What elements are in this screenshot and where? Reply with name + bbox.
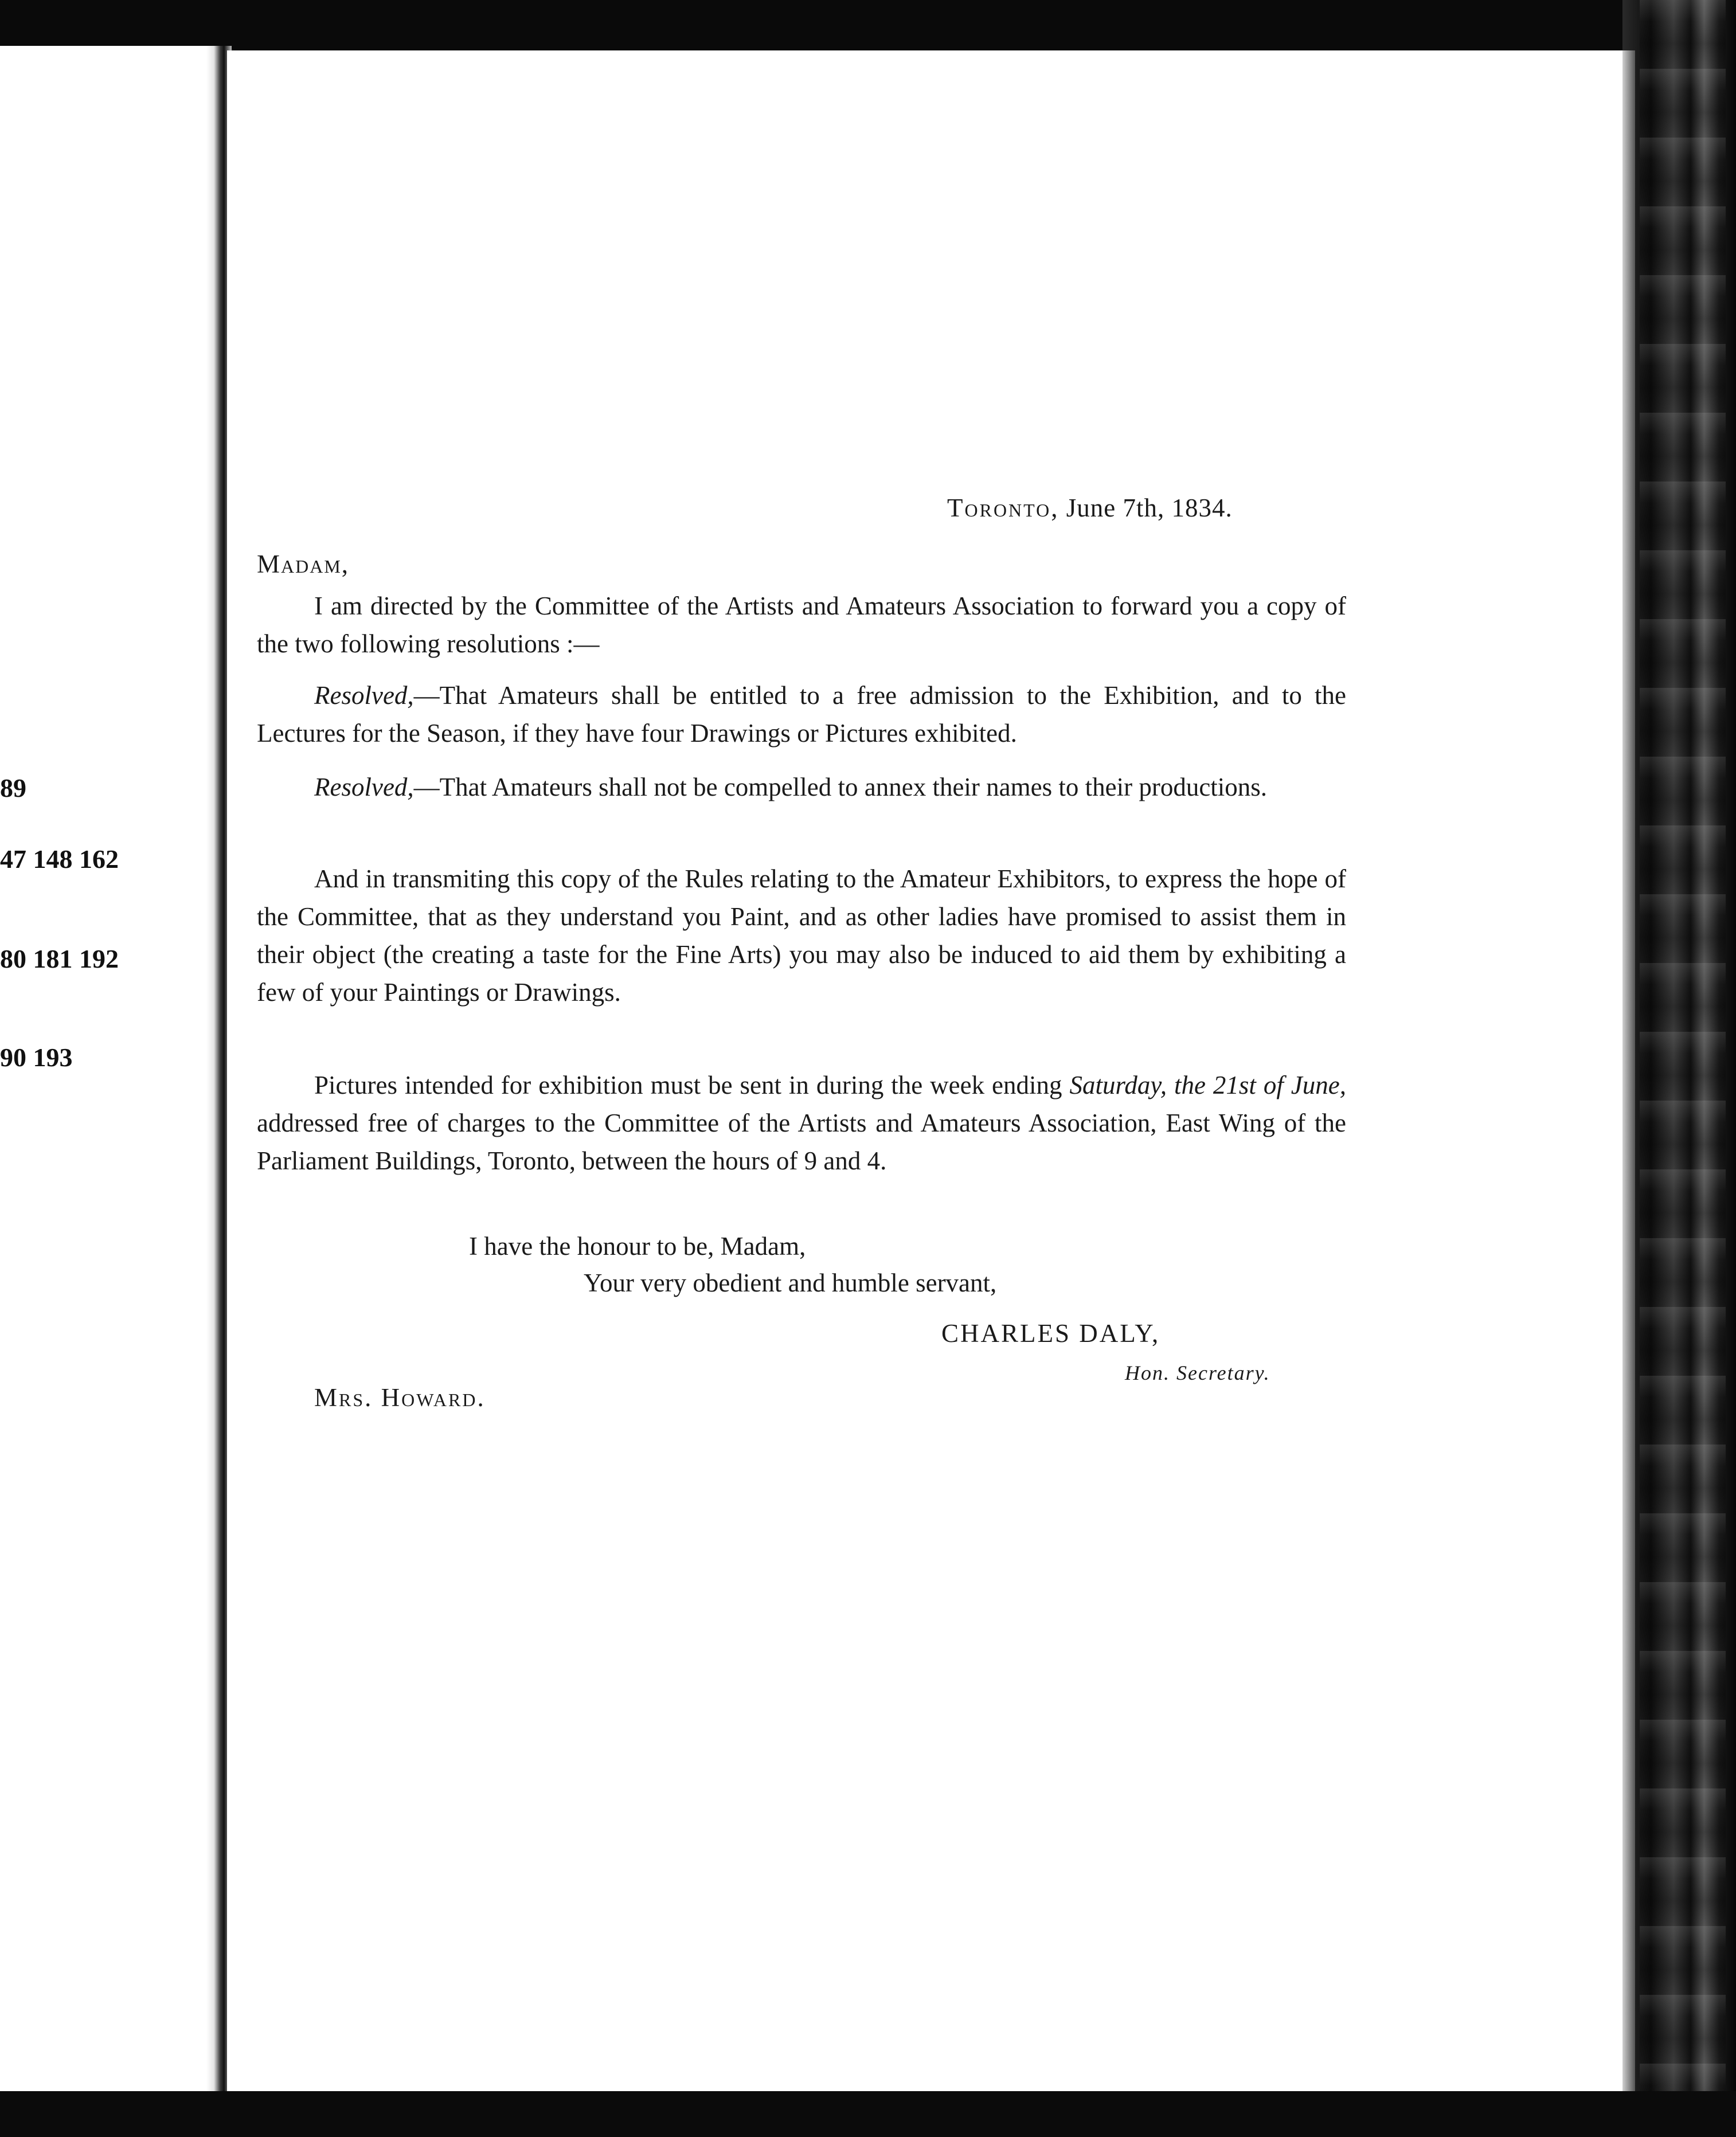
pictures-deadline: Saturday, the 21st of June, [1069, 1071, 1347, 1099]
intro-paragraph: I am directed by the Committee of the Artists and Amateurs Association to forward you a copy of the two following resolutions :— [257, 592, 1346, 658]
pictures-text-start: Pictures intended for exhibition must be sent in during the week ending [314, 1071, 1070, 1099]
scan-top-edge [0, 0, 1736, 53]
pictures-paragraph [257, 1066, 1346, 1180]
left-page-number-line: 89 [0, 773, 26, 803]
signature-title: Hon. Secretary. [1125, 1361, 1270, 1384]
left-page-number-line: 47 148 162 [0, 844, 119, 874]
dateline-place: Toronto, [947, 494, 1059, 522]
resolution-2 [257, 768, 1346, 806]
scan-bottom-edge [0, 2091, 1736, 2137]
resolution-2-text: —That Amateurs shall not be compelled to annex their names to their productions. [413, 773, 1268, 801]
pictures-text-end: addressed free of charges to the Committee of the Artists and Amateurs Association, East Wing of the Parliament Buildings, Toronto, between the hours of 9 and 4. [257, 1109, 1346, 1175]
marbled-edge [1640, 0, 1726, 2137]
recipient: Mrs. Howard. [314, 1383, 486, 1412]
transmittal-paragraph: And in transmiting this copy of the Rules relating to the Amateur Exhibitors, to express the hope of the Committee, that as they understand you Paint, and as other ladies have promised to assist them in their object (the creating a taste for the Fine Arts) you may also be induced to aid them by exhibiting a few of your Paintings or Drawings. [257, 864, 1346, 1007]
closing-line-2: Your very obedient and humble servant, [584, 1269, 997, 1297]
book-edge-right [1622, 0, 1736, 2137]
signature: CHARLES DALY, [941, 1319, 1160, 1348]
left-page-number-line: 80 181 192 [0, 944, 119, 973]
left-page-numbers [0, 46, 206, 2091]
page-edge [1622, 50, 1635, 2091]
resolution-1-label: Resolved, [314, 681, 414, 710]
resolution-2-label: Resolved, [314, 773, 414, 801]
left-facing-page [0, 46, 219, 2091]
salutation: Madam, [257, 550, 350, 578]
left-page-number-line: 90 193 [0, 1043, 73, 1072]
dateline [947, 493, 1233, 523]
dateline-date: June 7th, 1834. [1066, 494, 1233, 522]
resolution-1-text: —That Amateurs shall be entitled to a free admission to the Exhibition, and to the Lectures for the Season, if they have four Drawings or Pictures exhibited. [257, 681, 1346, 747]
closing-line-1: I have the honour to be, Madam, [469, 1232, 806, 1261]
resolution-1 [257, 676, 1346, 752]
